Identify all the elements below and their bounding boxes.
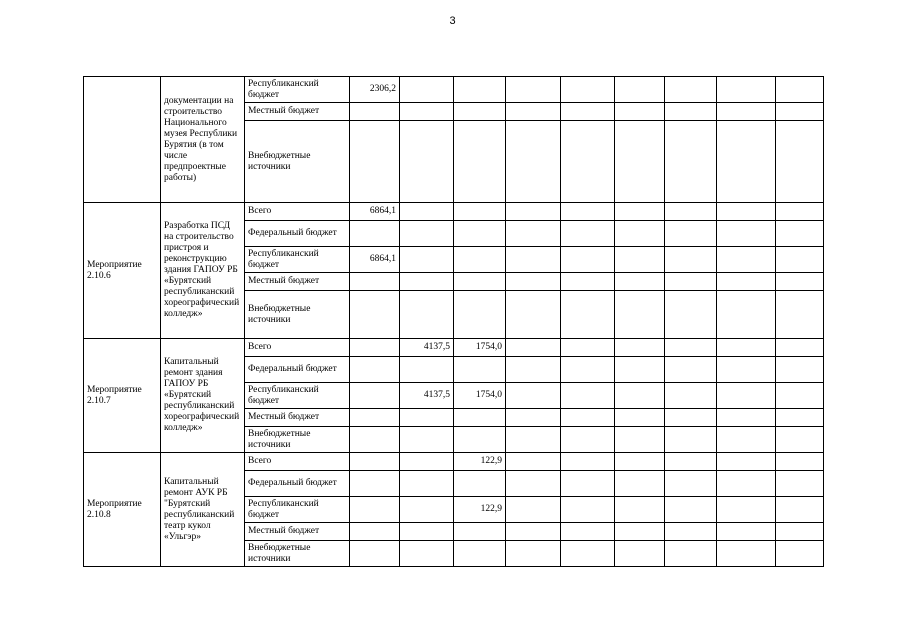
table-row bbox=[84, 203, 824, 221]
value-cell bbox=[776, 203, 824, 221]
value-cell bbox=[350, 471, 400, 497]
value-cell bbox=[350, 273, 400, 291]
value-cell bbox=[506, 523, 561, 541]
table-row bbox=[84, 339, 824, 357]
budget-table bbox=[83, 76, 824, 567]
funding-source-cell: Внебюджетные источники bbox=[245, 121, 350, 203]
value-cell: 122,9 bbox=[454, 497, 506, 523]
value-cell bbox=[561, 247, 615, 273]
funding-source-cell: Федеральный бюджет bbox=[245, 471, 350, 497]
value-cell bbox=[776, 523, 824, 541]
value-cell: 1754,0 bbox=[454, 383, 506, 409]
value-cell bbox=[454, 409, 506, 427]
value-cell bbox=[561, 357, 615, 383]
event-cell: Мероприятие 2.10.6 bbox=[84, 203, 161, 339]
value-cell bbox=[561, 453, 615, 471]
value-cell bbox=[454, 103, 506, 121]
value-cell bbox=[717, 471, 776, 497]
value-cell bbox=[454, 273, 506, 291]
value-cell bbox=[506, 471, 561, 497]
value-cell bbox=[665, 471, 717, 497]
value-cell bbox=[561, 221, 615, 247]
value-cell bbox=[665, 77, 717, 103]
value-cell bbox=[665, 409, 717, 427]
value-cell bbox=[350, 121, 400, 203]
funding-source-cell: Всего bbox=[245, 203, 350, 221]
value-cell bbox=[506, 121, 561, 203]
value-cell bbox=[717, 339, 776, 357]
value-cell bbox=[717, 203, 776, 221]
value-cell bbox=[506, 427, 561, 453]
table-row bbox=[84, 77, 824, 103]
value-cell bbox=[776, 497, 824, 523]
value-cell bbox=[615, 77, 665, 103]
value-cell: 1754,0 bbox=[454, 339, 506, 357]
value-cell bbox=[561, 523, 615, 541]
value-cell bbox=[717, 247, 776, 273]
value-cell bbox=[561, 471, 615, 497]
value-cell bbox=[665, 541, 717, 567]
value-cell bbox=[776, 77, 824, 103]
value-cell bbox=[506, 541, 561, 567]
value-cell bbox=[717, 77, 776, 103]
value-cell bbox=[454, 77, 506, 103]
value-cell bbox=[506, 383, 561, 409]
value-cell bbox=[665, 339, 717, 357]
value-cell bbox=[615, 497, 665, 523]
table-row bbox=[84, 453, 824, 471]
value-cell bbox=[776, 247, 824, 273]
value-cell bbox=[350, 541, 400, 567]
value-cell bbox=[400, 121, 454, 203]
value-cell bbox=[561, 291, 615, 339]
event-cell: Мероприятие 2.10.7 bbox=[84, 339, 161, 453]
value-cell bbox=[506, 221, 561, 247]
value-cell bbox=[665, 121, 717, 203]
value-cell bbox=[561, 383, 615, 409]
value-cell: 6864,1 bbox=[350, 247, 400, 273]
value-cell bbox=[665, 453, 717, 471]
value-cell bbox=[400, 357, 454, 383]
value-cell: 2306,2 bbox=[350, 77, 400, 103]
value-cell bbox=[454, 427, 506, 453]
value-cell bbox=[717, 409, 776, 427]
value-cell bbox=[400, 523, 454, 541]
value-cell bbox=[400, 427, 454, 453]
value-cell: 6864,1 bbox=[350, 203, 400, 221]
value-cell bbox=[665, 357, 717, 383]
value-cell bbox=[615, 121, 665, 203]
value-cell bbox=[717, 121, 776, 203]
funding-source-cell: Федеральный бюджет bbox=[245, 357, 350, 383]
funding-source-cell: Республиканский бюджет bbox=[245, 247, 350, 273]
funding-source-cell: Местный бюджет bbox=[245, 523, 350, 541]
value-cell bbox=[717, 383, 776, 409]
value-cell bbox=[400, 453, 454, 471]
value-cell bbox=[400, 221, 454, 247]
value-cell bbox=[561, 497, 615, 523]
value-cell bbox=[665, 497, 717, 523]
value-cell bbox=[776, 273, 824, 291]
value-cell bbox=[506, 273, 561, 291]
value-cell bbox=[350, 291, 400, 339]
value-cell bbox=[350, 523, 400, 541]
value-cell: 122,9 bbox=[454, 453, 506, 471]
value-cell bbox=[454, 203, 506, 221]
value-cell bbox=[350, 357, 400, 383]
funding-source-cell: Федеральный бюджет bbox=[245, 221, 350, 247]
value-cell bbox=[615, 357, 665, 383]
funding-source-cell: Республиканский бюджет bbox=[245, 383, 350, 409]
value-cell bbox=[506, 247, 561, 273]
value-cell bbox=[776, 221, 824, 247]
value-cell bbox=[615, 427, 665, 453]
value-cell bbox=[717, 453, 776, 471]
value-cell bbox=[454, 541, 506, 567]
value-cell bbox=[350, 339, 400, 357]
funding-source-cell: Местный бюджет bbox=[245, 103, 350, 121]
value-cell bbox=[400, 291, 454, 339]
value-cell bbox=[665, 203, 717, 221]
value-cell bbox=[615, 523, 665, 541]
value-cell bbox=[776, 471, 824, 497]
value-cell bbox=[400, 541, 454, 567]
value-cell bbox=[506, 203, 561, 221]
value-cell bbox=[454, 247, 506, 273]
value-cell bbox=[400, 409, 454, 427]
value-cell bbox=[665, 273, 717, 291]
value-cell bbox=[454, 221, 506, 247]
value-cell bbox=[400, 497, 454, 523]
value-cell bbox=[454, 471, 506, 497]
value-cell bbox=[776, 541, 824, 567]
value-cell bbox=[665, 523, 717, 541]
value-cell bbox=[350, 427, 400, 453]
value-cell bbox=[717, 221, 776, 247]
value-cell bbox=[400, 273, 454, 291]
value-cell bbox=[665, 221, 717, 247]
value-cell bbox=[506, 409, 561, 427]
value-cell bbox=[776, 409, 824, 427]
value-cell bbox=[454, 291, 506, 339]
value-cell bbox=[561, 103, 615, 121]
value-cell bbox=[506, 291, 561, 339]
description-cell: Капитальный ремонт АУК РБ "Бурятский республиканский театр кукол «Ульгэр» bbox=[161, 453, 245, 567]
value-cell bbox=[776, 121, 824, 203]
funding-source-cell: Всего bbox=[245, 453, 350, 471]
description-cell: Капитальный ремонт здания ГАПОУ РБ «Бурятский республиканский хореографический колледж» bbox=[161, 339, 245, 453]
value-cell bbox=[561, 121, 615, 203]
value-cell bbox=[615, 453, 665, 471]
value-cell bbox=[506, 103, 561, 121]
value-cell bbox=[400, 203, 454, 221]
description-cell: Разработка ПСД на строительство пристроя и реконструкцию здания ГАПОУ РБ «Бурятский республиканский хореографический колледж» bbox=[161, 203, 245, 339]
value-cell bbox=[350, 103, 400, 121]
value-cell bbox=[717, 497, 776, 523]
value-cell bbox=[665, 103, 717, 121]
value-cell bbox=[615, 471, 665, 497]
value-cell bbox=[776, 453, 824, 471]
value-cell bbox=[350, 221, 400, 247]
value-cell bbox=[506, 339, 561, 357]
value-cell bbox=[561, 409, 615, 427]
value-cell bbox=[615, 339, 665, 357]
value-cell bbox=[665, 427, 717, 453]
value-cell bbox=[615, 273, 665, 291]
value-cell bbox=[561, 203, 615, 221]
event-cell: Мероприятие 2.10.8 bbox=[84, 453, 161, 567]
value-cell bbox=[615, 541, 665, 567]
value-cell bbox=[400, 103, 454, 121]
value-cell bbox=[665, 291, 717, 339]
value-cell bbox=[350, 383, 400, 409]
value-cell bbox=[400, 471, 454, 497]
value-cell bbox=[615, 203, 665, 221]
value-cell bbox=[454, 523, 506, 541]
funding-source-cell: Республиканский бюджет bbox=[245, 497, 350, 523]
value-cell bbox=[506, 77, 561, 103]
value-cell bbox=[776, 357, 824, 383]
value-cell bbox=[615, 103, 665, 121]
value-cell bbox=[776, 339, 824, 357]
value-cell bbox=[561, 273, 615, 291]
value-cell bbox=[350, 453, 400, 471]
value-cell bbox=[717, 291, 776, 339]
value-cell bbox=[776, 427, 824, 453]
value-cell bbox=[717, 357, 776, 383]
value-cell bbox=[717, 523, 776, 541]
value-cell bbox=[717, 427, 776, 453]
value-cell bbox=[717, 103, 776, 121]
value-cell bbox=[350, 497, 400, 523]
value-cell bbox=[350, 409, 400, 427]
value-cell bbox=[400, 247, 454, 273]
value-cell bbox=[454, 357, 506, 383]
value-cell bbox=[561, 541, 615, 567]
funding-source-cell: Внебюджетные источники bbox=[245, 291, 350, 339]
value-cell bbox=[506, 497, 561, 523]
value-cell bbox=[400, 77, 454, 103]
value-cell bbox=[615, 409, 665, 427]
value-cell bbox=[615, 383, 665, 409]
funding-source-cell: Всего bbox=[245, 339, 350, 357]
value-cell bbox=[506, 453, 561, 471]
value-cell bbox=[717, 273, 776, 291]
funding-source-cell: Внебюджетные источники bbox=[245, 427, 350, 453]
value-cell bbox=[506, 357, 561, 383]
value-cell bbox=[561, 77, 615, 103]
value-cell: 4137,5 bbox=[400, 339, 454, 357]
funding-source-cell: Внебюджетные источники bbox=[245, 541, 350, 567]
funding-source-cell: Республиканский бюджет bbox=[245, 77, 350, 103]
value-cell bbox=[776, 103, 824, 121]
event-cell bbox=[84, 77, 161, 203]
funding-source-cell: Местный бюджет bbox=[245, 273, 350, 291]
value-cell bbox=[665, 247, 717, 273]
value-cell: 4137,5 bbox=[400, 383, 454, 409]
value-cell bbox=[615, 221, 665, 247]
value-cell bbox=[776, 291, 824, 339]
description-cell: документации на строительство Национального музея Республики Бурятия (в том числе предпроектные работы) bbox=[161, 77, 245, 203]
value-cell bbox=[561, 427, 615, 453]
page-number: 3 bbox=[449, 15, 456, 27]
value-cell bbox=[561, 339, 615, 357]
value-cell bbox=[717, 541, 776, 567]
value-cell bbox=[454, 121, 506, 203]
value-cell bbox=[615, 247, 665, 273]
value-cell bbox=[665, 383, 717, 409]
value-cell bbox=[776, 383, 824, 409]
value-cell bbox=[615, 291, 665, 339]
funding-source-cell: Местный бюджет bbox=[245, 409, 350, 427]
